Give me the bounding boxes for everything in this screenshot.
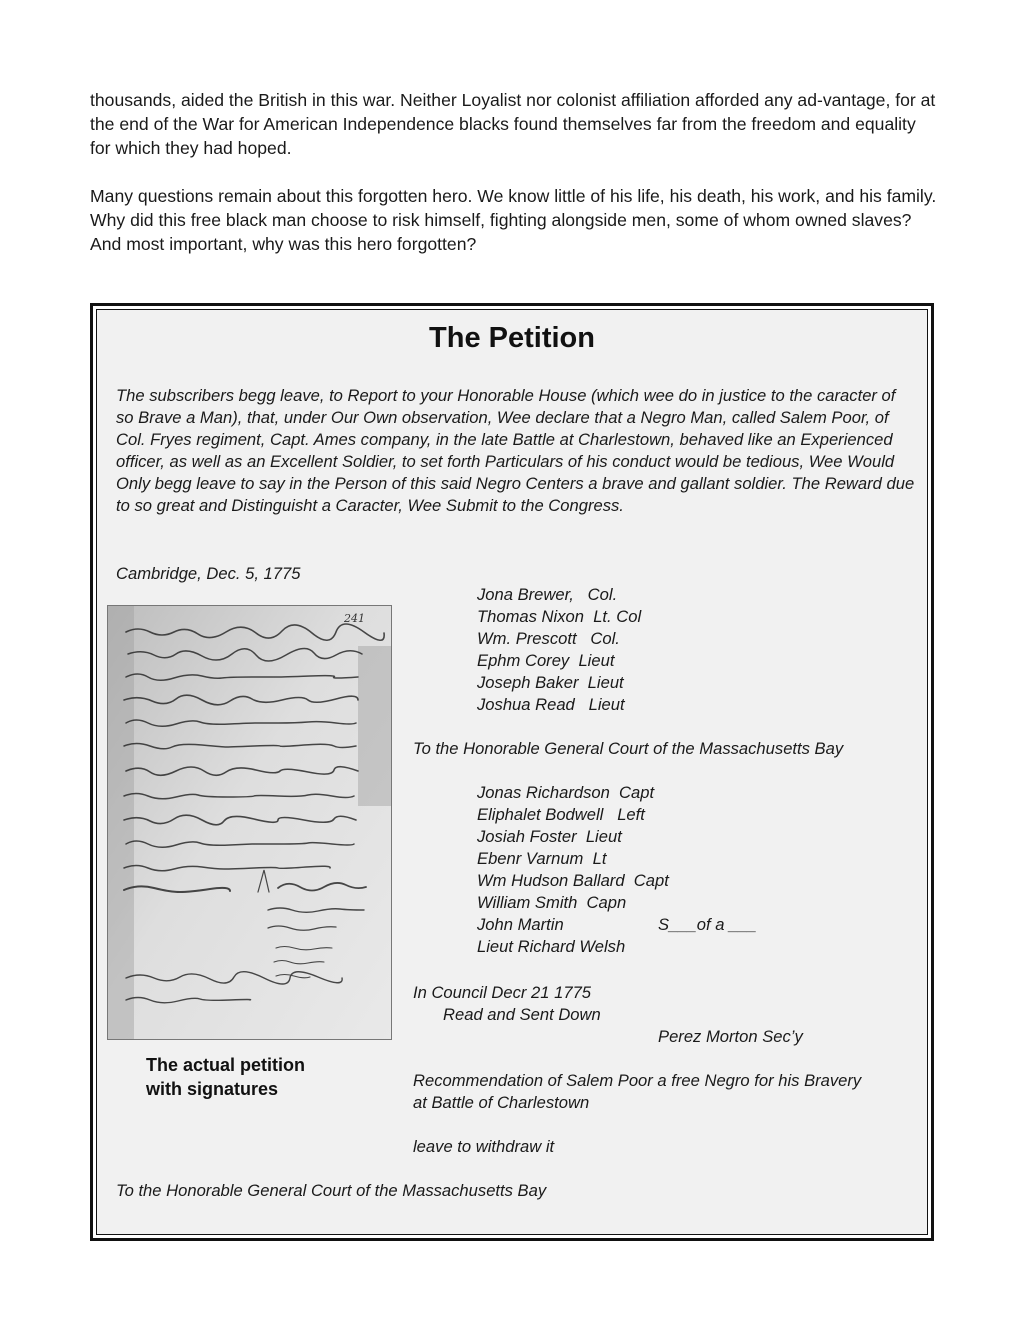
martin-note: S___of a ___ [658,915,757,934]
recommendation-line-1: Recommendation of Salem Poor a free Negro for his Bravery [413,1071,862,1090]
petition-address-2: To the Honorable General Court of the Massachusetts Bay [116,1181,547,1200]
signer: Thomas Nixon Lt. Col [477,607,642,626]
manuscript-page-number: 241 [344,612,365,625]
read-sent-line: Read and Sent Down [443,1005,601,1024]
signer: Ebenr Varnum Lt [477,849,607,868]
secretary-line: Perez Morton Sec’y [658,1027,803,1046]
signer: Josiah Foster Lieut [477,827,622,846]
signer: Jona Brewer, Col. [477,585,618,604]
signer: Eliphalet Bodwell Left [477,805,645,824]
manuscript-illustration [108,606,392,1040]
signer: William Smith Capn [477,893,627,912]
photo-caption-line-1: The actual petition [146,1055,306,1075]
withdraw-line: leave to withdraw it [413,1137,555,1156]
intro-paragraph-2: Many questions remain about this forgotten hero. We know little of his life, his death, his work, and his family. Why did this free black man choose to risk himself, fighting alongside men, some of whom owned slaves? And most important, why was this hero forgotten? [90,186,937,254]
signer: Joshua Read Lieut [477,695,625,714]
petition-body: The subscribers begg leave, to Report to your Honorable House (which wee do in justice to the caracter of so Brave a Man), that, under Our Own observation, Wee declare that a Negro Man, called Salem Poor, of Col. Fryes regiment, Capt. Ames company, in the late Battle at Charlestown, behaved like an Experienced officer, as well as an Excellent Soldier, to set forth Particulars of his conduct would be tedious, Wee Would Only begg leave to say in the Person of this said Negro Centers a brave and gallant soldier. The Reward due to so great and Distinguisht a Caracter, Wee Submit to the Congress. [116,386,915,515]
signer: Joseph Baker Lieut [477,673,624,692]
intro-paragraph-1: thousands, aided the British in this war. Neither Loyalist nor colonist affiliation afforded any ad-vantage, for at the end of the War for American Independence blacks found themselves far from the freedom and equality for which they had hoped. [90,90,936,158]
petition-address-1: To the Honorable General Court of the Massachusetts Bay [413,739,844,758]
signers-group-2 [477,782,669,958]
signer: John Martin [477,915,564,934]
photo-caption [146,1053,305,1101]
petition-title: The Petition [429,322,595,354]
petition-dateline: Cambridge, Dec. 5, 1775 [116,564,301,583]
photo-caption-line-2: with signatures [146,1079,279,1099]
recommendation-line-2: at Battle of Charlestown [413,1093,590,1112]
signer: Wm Hudson Ballard Capt [477,871,669,890]
signer: Jonas Richardson Capt [477,783,655,802]
petition-manuscript-image [107,605,392,1040]
signer: Ephm Corey Lieut [477,651,615,670]
signer: Lieut Richard Welsh [477,937,626,956]
council-line: In Council Decr 21 1775 [413,983,592,1002]
intro-text [90,88,938,280]
signer: Wm. Prescott Col. [477,629,620,648]
signers-group-1 [477,584,641,716]
